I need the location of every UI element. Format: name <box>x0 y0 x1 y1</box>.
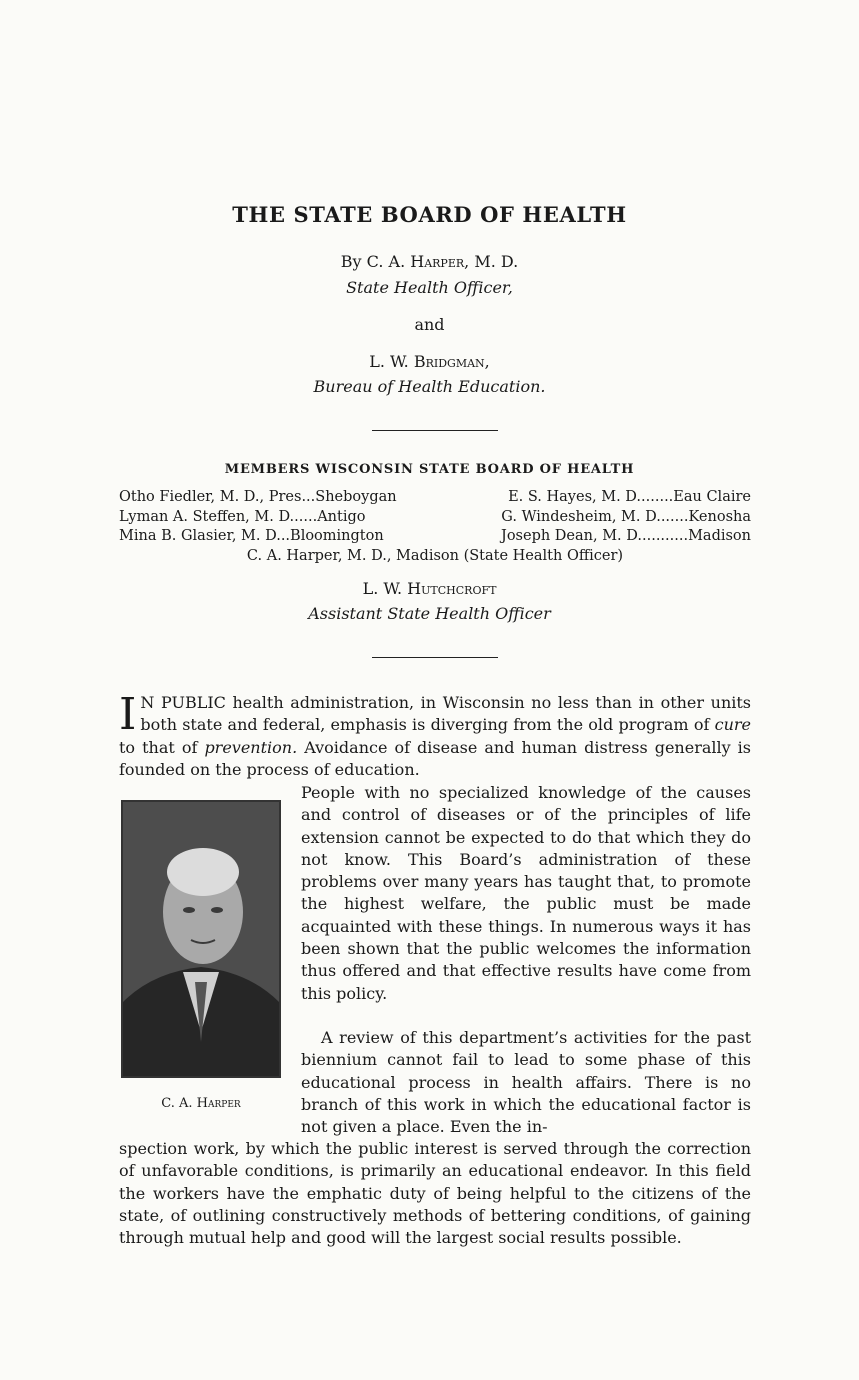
paragraph-2-flow <box>301 1027 751 1138</box>
divider-rule-2 <box>372 657 498 658</box>
paragraph-2-rest <box>119 1138 751 1249</box>
assistant-name: L. W. Hutchcroft <box>362 579 497 598</box>
author1-suffix: , M. D. <box>464 252 519 271</box>
drop-cap: I <box>119 689 137 740</box>
divider-rule-1 <box>372 430 498 431</box>
member-left: Lyman A. Steffen, M. D......Antigo <box>119 508 366 525</box>
members-list <box>119 488 751 566</box>
member-left: Mina B. Glasier, M. D...Bloomington <box>119 528 384 544</box>
portrait-caption: C. A. Harper <box>161 1096 241 1111</box>
paragraph-1-text: People with no specialized knowledge of the causes and control of diseases or of the principles of life extension cannot be expected to do that which they do not know. This Board’s administration of these problems over many years has taught that, to promote the highest welfare, the public must be made acquainted with these things. In numerous ways it has been shown that the public welcomes the information thus offered and that effective results have come from this policy. <box>301 783 751 1003</box>
paragraph-1-flow <box>301 782 751 1005</box>
portrait-image <box>123 802 279 1076</box>
author1-name: Harper <box>410 252 465 271</box>
author2-title: Bureau of Health Education. <box>313 377 546 396</box>
member-right: E. S. Hayes, M. D........Eau Claire <box>508 489 751 505</box>
article-intro <box>119 689 752 781</box>
portrait-photo <box>121 800 281 1078</box>
intro-text-c: Avoidance of disease and human distress generally is founded on the process of education. <box>119 737 752 779</box>
members-row <box>119 508 751 528</box>
assistant-title: Assistant State Health Officer <box>308 604 551 623</box>
author1-title: State Health Officer, <box>346 278 513 297</box>
members-row <box>119 527 751 547</box>
member-right: G. Windesheim, M. D.......Kenosha <box>501 508 751 525</box>
members-last-row: C. A. Harper, M. D., Madison (State Health Officer) <box>246 547 624 564</box>
author2-name: L. W. Bridgman, <box>369 352 490 371</box>
members-heading: MEMBERS WISCONSIN STATE BOARD OF HEALTH <box>224 462 635 477</box>
byline-author1 <box>0 252 859 271</box>
intro-cure: cure <box>714 715 751 735</box>
paragraph-2-text: A review of this department’s activities for the past biennium cannot fail to lead to some phase of this educational process in health affairs. There is no branch of this work in which the educational factor is not given a place. Even the in- <box>301 1028 751 1137</box>
byline-and: and <box>414 315 445 334</box>
article-title: THE STATE BOARD OF HEALTH <box>232 202 627 227</box>
member-right: Joseph Dean, M. D...........Madison <box>501 528 751 544</box>
paragraph-2-rest-text: spection work, by which the public interest is served through the correction of unfavorable conditions, is primarily an educational endeavor. In this field the workers have the emphatic duty of being helpful to the citizens of the state, of outlining constructively methods of bettering conditions, of gaining through mutual help and good will the largest social results possible. <box>119 1139 751 1248</box>
intro-text-b: to that of <box>119 737 205 757</box>
byline-by: By C. A. <box>340 252 411 271</box>
members-row <box>119 488 751 508</box>
intro-prevention: prevention. <box>204 737 298 757</box>
member-left: Otho Fiedler, M. D., Pres...Sheboygan <box>119 489 397 505</box>
intro-text-a: N PUBLIC health administration, in Wisconsin no less than in other units both state and federal, emphasis is diverging from the old program of <box>140 693 751 735</box>
